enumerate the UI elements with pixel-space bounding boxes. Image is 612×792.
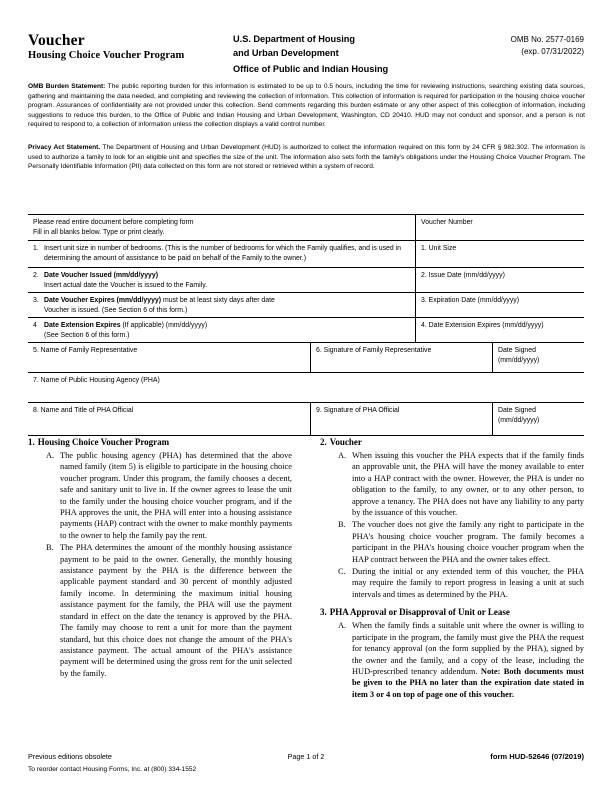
section-2-heading — [320, 436, 584, 449]
intro-instructions — [28, 215, 415, 240]
item-4-line-1-rest: (If applicable) (mm/dd/yyyy) — [120, 322, 208, 329]
section-1-number: 1. — [28, 437, 35, 447]
item-1-line-1: Insert unit size in number of bedrooms. (This is the number of bedrooms for which the Family qualifies, — [44, 245, 357, 252]
omb-burden-text: The public reporting burden for this information is estimated to be up to 0.5 hours, including the time for reviewing instructions, searching existing data sources, gathering and maintaining the data needed, and completing and reviewing the collection of information. This collection of information is required for participation in the housing choice voucher program. Assurances of confidentiality are not provided under this collection. Send comments regarding this burden estimate or any other aspect of this collecgtion of information, including suggestions to reduce this burden, to the Office of Public and Indian Housing and Urban Development, Washington, CD 20410. HUD may not conduct and sponsor, and a person is not required to respond to, a collection of information unless the collection displays a valid control number. — [28, 83, 585, 129]
date-signed-label-1: Date Signed (mm/dd/yyyy) — [498, 347, 540, 364]
item-7-label: 7. Name of Public Housing Agency (PHA) — [33, 377, 160, 384]
voucher-form-table — [28, 214, 584, 436]
item-4-instructions — [28, 318, 415, 342]
privacy-act-label: Privacy Act Statement. — [28, 144, 101, 151]
page-number: Page 1 of 2 — [287, 752, 325, 761]
unit-size-label: 1. Unit Size — [421, 245, 457, 252]
reorder-text: To reorder contact Housing Forms, Inc. at (800) 334-1552 — [28, 765, 197, 773]
section-1-item-a — [46, 450, 292, 541]
unit-size-field[interactable] — [415, 241, 584, 267]
body-columns — [28, 436, 584, 741]
family-date-signed-field[interactable] — [492, 343, 584, 372]
item-1-text — [44, 244, 408, 263]
item-1-instructions — [28, 241, 415, 267]
document-header — [28, 32, 584, 80]
section-3-item-a-letter: A. — [338, 621, 347, 631]
section-2-item-a — [338, 450, 584, 518]
expiration-date-field[interactable] — [415, 293, 584, 317]
pha-name-field[interactable] — [28, 373, 584, 402]
item-2-line-1: Date Voucher Issued (mm/dd/yyyy) — [44, 272, 158, 279]
title-block — [28, 32, 228, 62]
intro-line-2: Fill in all blanks below. Type or print clearly. — [33, 228, 165, 236]
section-3-number: 3. — [320, 607, 327, 618]
section-3 — [320, 606, 584, 700]
section-2-title: Voucher — [329, 437, 362, 447]
item-4-text — [44, 321, 408, 340]
section-2-item-b-text: The voucher does not give the family any right to participate in the PHA's housing choice voucher program. The family becomes a participant in the PHA's housing choice voucher program when the HAP contract between the PHA and the owner takes effect. — [352, 520, 584, 564]
agency-line-3: Office of Public and Indian Housing — [233, 64, 389, 74]
pha-official-name-field[interactable] — [28, 403, 310, 435]
omb-expiration: (exp. 07/31/2022) — [521, 46, 584, 56]
item-3-number: 3. — [33, 297, 39, 304]
section-2-number: 2. — [320, 437, 327, 447]
item-9-label: 9. Signature of PHA Official — [316, 407, 400, 414]
section-2-item-c — [338, 566, 584, 600]
table-row-item-3 — [28, 293, 584, 318]
item-3-line-1-rest: must be at least sixty days after date — [161, 297, 275, 304]
agency-line-1: U.S. Department of Housing — [233, 34, 355, 44]
pha-official-signature-field[interactable] — [310, 403, 492, 435]
section-1-title: Housing Choice Voucher Program — [37, 437, 170, 447]
page-title: Voucher — [28, 32, 85, 49]
section-2-item-b — [338, 519, 584, 565]
omb-burden-statement — [28, 82, 585, 130]
table-row-items-8-9 — [28, 403, 584, 435]
right-column — [320, 436, 584, 704]
section-1-item-a-letter: A. — [46, 451, 55, 460]
section-1 — [28, 436, 292, 679]
section-2 — [320, 436, 584, 600]
omb-block — [434, 34, 584, 57]
section-3-item-a-note: Note: Both documents must be given to the PHA no later than the expiration date stated in item 3 or 4 on top of page one of this voucher. — [352, 666, 584, 699]
item-4-line-1-bold: Date Extension Expires — [44, 322, 121, 329]
table-row-item-7 — [28, 373, 584, 403]
family-representative-signature-field[interactable] — [310, 343, 492, 372]
privacy-act-statement — [28, 143, 585, 172]
section-1-heading — [28, 436, 292, 449]
item-2-number: 2. — [33, 272, 39, 279]
family-representative-name-field[interactable] — [28, 343, 310, 372]
voucher-number-label: Voucher Number — [421, 219, 473, 226]
section-2-item-c-letter: C. — [338, 567, 346, 577]
pha-date-signed-field[interactable] — [492, 403, 584, 435]
table-row-item-1 — [28, 241, 584, 268]
privacy-act-text: The Department of Housing and Urban Development (HUD) is authorized to collect the information required on this form by 24 CFR § 982.302. The information is used to authorize a family to look for an eligible unit and specifies the size of the unit. The information also sets forth the family's obligations under the Housing Choice Voucher Program. The Personally Identifiable Information (PII) data collected on this form are not stored or retrieved within a system of record. — [28, 144, 586, 171]
document-footer — [28, 752, 584, 778]
omb-burden-label: OMB Burden Statement: — [28, 83, 106, 90]
date-extension-expires-field[interactable] — [415, 318, 584, 342]
date-signed-label-2: Date Signed (mm/dd/yyyy) — [498, 407, 540, 424]
item-3-line-2: Voucher is issued. (See Section 6 of this form.) — [44, 306, 188, 314]
section-1-item-b-letter: B. — [46, 543, 54, 553]
agency-line-2: and Urban Development — [233, 47, 339, 58]
item-8-label: 8. Name and Title of PHA Official — [33, 407, 134, 414]
issue-date-label: 2. Issue Date (mm/dd/yyyy) — [421, 272, 505, 279]
item-4-number: 4 — [33, 322, 37, 329]
voucher-number-field[interactable] — [415, 215, 584, 240]
item-6-label: 6. Signature of Family Representative — [316, 347, 432, 354]
item-2-line-2: Insert actual date the Voucher is issued to the Family. — [44, 281, 208, 289]
date-extension-expires-label: 4. Date Extension Expires (mm/dd/yyyy) — [421, 322, 544, 329]
item-3-text — [44, 296, 408, 315]
omb-number: OMB No. 2577-0169 — [510, 35, 584, 44]
item-5-label: 5. Name of Family Representative — [33, 347, 138, 354]
section-3-title: PHA Approval or Disapproval of Unit or Lease — [329, 607, 510, 618]
expiration-date-label: 3. Expiration Date (mm/dd/yyyy) — [421, 297, 520, 304]
section-3-item-a-text — [352, 620, 584, 700]
table-row-item-4 — [28, 318, 584, 343]
table-row-intro — [28, 215, 584, 241]
intro-line-1: Please read entire document before completing form — [33, 219, 194, 226]
section-3-heading — [320, 606, 584, 619]
issue-date-field[interactable] — [415, 268, 584, 292]
agency-block — [233, 33, 463, 77]
item-2-instructions — [28, 268, 415, 292]
item-3-line-1-bold: Date Voucher Expires (mm/dd/yyyy) — [44, 297, 162, 304]
item-4-line-2: (See Section 6 of this form.) — [44, 331, 130, 339]
section-3-item-a-part-1: When the family finds a suitable unit where the owner is willing to participate in the program, the family must give the PHA the request for tenancy approval (on the form supplied by the PHA), signed by the owner and the family, and a copy of the lease, including the HUD-prescribed tenancy addendum. — [352, 621, 584, 676]
section-2-item-b-letter: B. — [338, 520, 346, 530]
table-row-items-5-6 — [28, 343, 584, 373]
section-1-item-b — [46, 542, 292, 679]
table-row-item-2 — [28, 268, 584, 293]
page-subtitle: Housing Choice Voucher Program — [28, 50, 185, 61]
item-3-instructions — [28, 293, 415, 317]
form-identifier: form HUD-52646 (07/2019) — [490, 752, 584, 761]
item-1-line-2: and is used in determining the amount of assistance to be paid on behalf of the Family to the owner.) — [44, 245, 401, 262]
section-2-item-a-letter: A. — [338, 451, 347, 460]
item-1-number: 1. — [33, 245, 39, 252]
left-column — [28, 436, 292, 683]
section-1-item-a-text: The public housing agency (PHA) has determined that the above named family (item 5) is eligible to participate in the housing choice voucher program. Under this program, the family chooses a decent, safe and sanitary unit to live in. If the owner agrees to lease the unit to the family under the housing choice voucher program, and if the PHA approves the unit, the PHA will enter into a housing assistance payments (HAP) contract with the owner to make monthly payments to the owner to help the family pay the rent. — [60, 451, 292, 540]
previous-editions-text: Previous editions obsolete — [28, 752, 112, 761]
section-1-item-b-text: The PHA determines the amount of the monthly housing assistance payment to be paid to the owner. Generally, the monthly housing assistance payment by the PHA is the difference between the applicable payment standard and 30 percent of monthly adjusted family income. In determining the maximum initial housing assistance payment for the family, the PHA will use the payment standard in effect on the date the tenancy is approved by the PHA. The family may choose to rent a unit for more than the payment standard, but this choice does not change the amount of the PHA's assistance payment. The actual amount of the PHA's assistance payment will be determined using the gross rent for the unit selected by the family. — [60, 543, 292, 678]
section-2-item-a-text: When issuing this voucher the PHA expects that if the family finds an approvable unit, the PHA will have the money available to enter into a HAP contract with the owner. However, the PHA is under no obligation to the family, to any owner, or to any other person, to approve a tenancy. The PHA does not have any liability to any party by the issuance of this voucher. — [352, 451, 584, 518]
section-2-item-c-text: During the initial or any extended term of this voucher, the PHA may require the family to report progress in leasing a unit at such intervals and times as determined by the PHA. — [352, 567, 584, 599]
item-2-text — [44, 271, 408, 290]
section-3-item-a — [338, 620, 584, 700]
